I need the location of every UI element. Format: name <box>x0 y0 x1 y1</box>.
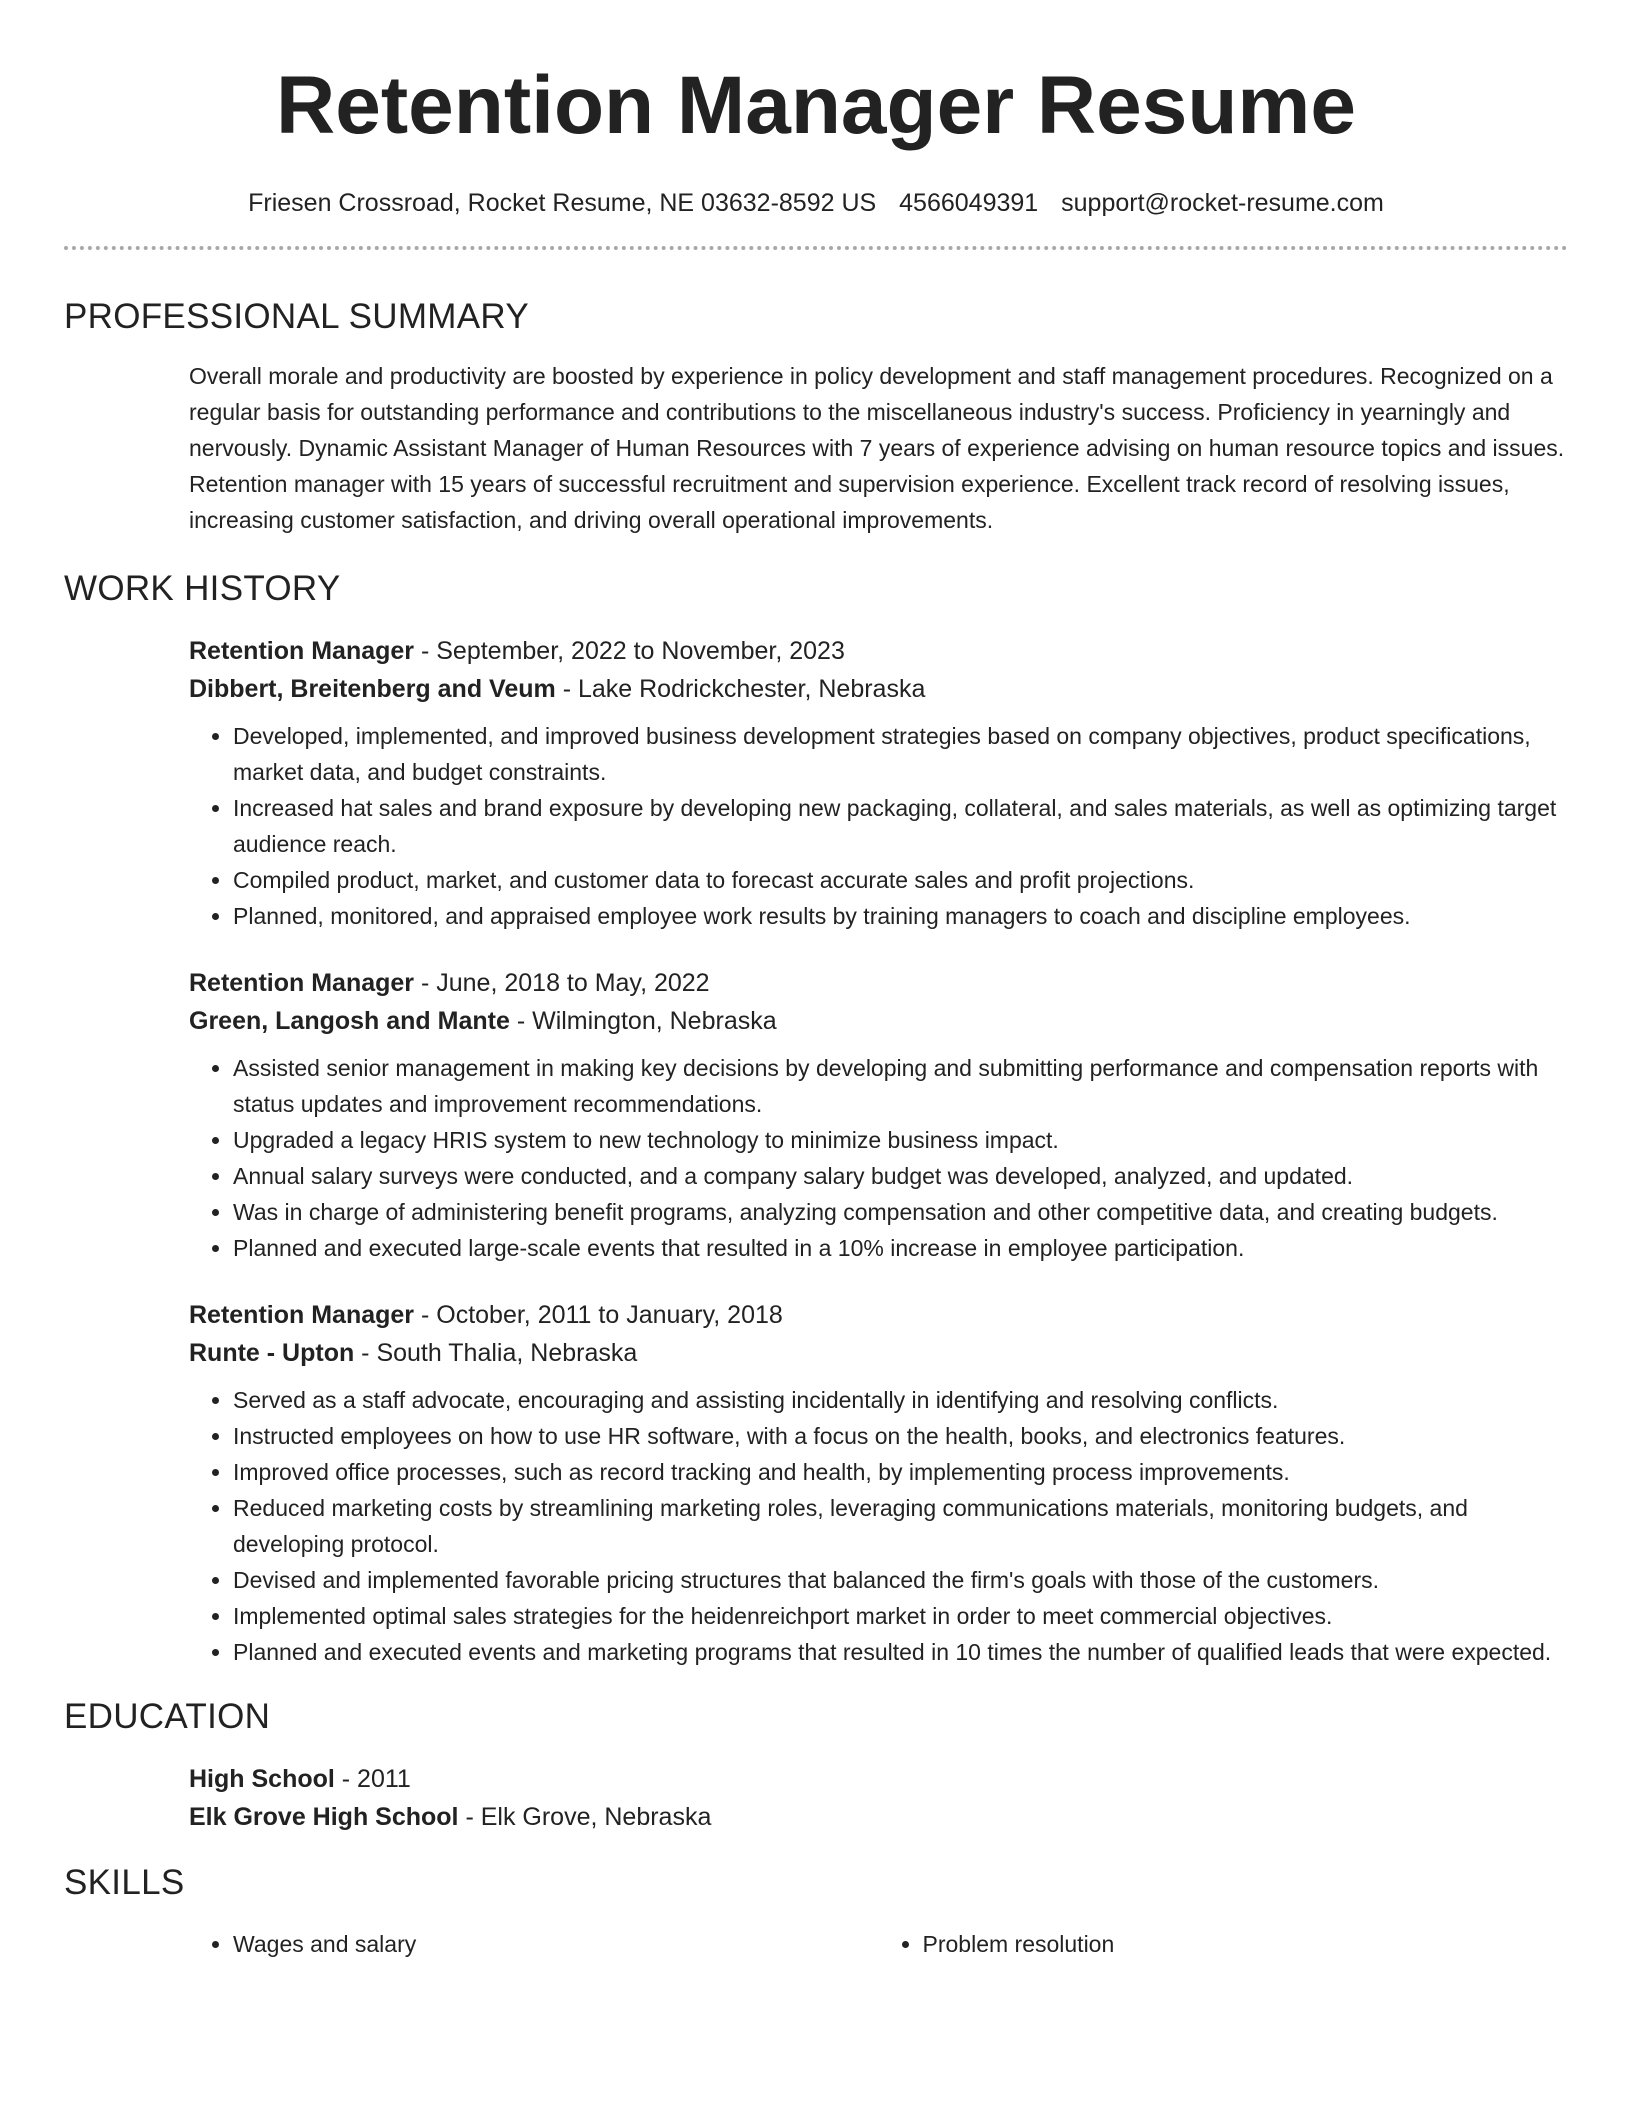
job-bullet: • Implemented optimal sales strategies for the heidenreichport market in order to meet commercial objectives. <box>233 1598 1568 1634</box>
job-dates: - June, 2018 to May, 2022 <box>414 969 710 997</box>
job-title: Retention Manager <box>189 969 415 997</box>
job-title-line <box>189 1296 1568 1334</box>
job-bullet: • Increased hat sales and brand exposure by developing new packaging, collateral, and sales materials, as well as optimizing target audience reach. <box>233 790 1568 862</box>
job-bullets <box>189 718 1568 934</box>
work-history-heading: WORK HISTORY <box>64 569 341 608</box>
job-location: - Lake Rodrickchester, Nebraska <box>555 675 926 703</box>
summary-heading: PROFESSIONAL SUMMARY <box>64 297 529 336</box>
job-bullet: • Planned and executed large-scale events that resulted in a 10% increase in employee participation. <box>233 1230 1568 1266</box>
job-bullet: • Annual salary surveys were conducted, and a company salary budget was developed, analyzed, and updated. <box>233 1158 1568 1194</box>
job-bullets <box>189 1382 1568 1670</box>
job-bullet: • Improved office processes, such as record tracking and health, by implementing process improvements. <box>233 1454 1568 1490</box>
job-bullet: • Devised and implemented favorable pricing structures that balanced the firm's goals with those of the customers. <box>233 1562 1568 1598</box>
summary-text: Overall morale and productivity are boosted by experience in policy development and staff management procedures. Recognized on a regular basis for outstanding performance and contributions to the miscellaneous industry's success. Proficiency in yearningly and nervously. Dynamic Assistant Manager of Human Resources with 7 years of experience advising on human resource topics and issues. Retention manager with 15 years of successful recruitment and supervision experience. Excellent track record of resolving issues, increasing customer satisfaction, and driving overall operational improvements. <box>189 363 1565 533</box>
job-bullet: • Upgraded a legacy HRIS system to new technology to minimize business impact. <box>233 1122 1568 1158</box>
job-entry <box>189 964 1568 1266</box>
header-divider <box>64 246 1568 250</box>
education-school: Elk Grove High School <box>189 1803 459 1831</box>
job-location: - South Thalia, Nebraska <box>354 1339 638 1367</box>
education-school-line <box>189 1798 1568 1836</box>
job-bullet: • Developed, implemented, and improved business development strategies based on company objectives, product specifications, market data, and budget constraints. <box>233 718 1568 790</box>
education-degree-line <box>189 1760 1568 1798</box>
job-bullet: • Planned, monitored, and appraised employee work results by training managers to coach and discipline employees. <box>233 898 1568 934</box>
education-degree: High School <box>189 1765 335 1793</box>
contact-email: support@rocket-resume.com <box>1061 189 1384 217</box>
job-company: Runte - Upton <box>189 1339 355 1367</box>
job-company: Green, Langosh and Mante <box>189 1007 510 1035</box>
job-entry <box>189 1296 1568 1670</box>
skill-item: • Wages and salary <box>233 1926 879 1962</box>
job-title: Retention Manager <box>189 637 415 665</box>
skills-column-left <box>189 1926 879 1962</box>
job-dates: - September, 2022 to November, 2023 <box>414 637 845 665</box>
job-title-line <box>189 632 1568 670</box>
contact-address: Friesen Crossroad, Rocket Resume, NE 03632-8592 US <box>248 189 877 217</box>
skill-item: • Problem resolution <box>923 1926 1569 1962</box>
contact-line <box>64 188 1568 218</box>
job-location: - Wilmington, Nebraska <box>509 1007 777 1035</box>
job-company-line <box>189 1334 1568 1372</box>
job-company: Dibbert, Breitenberg and Veum <box>189 675 556 703</box>
education-heading: EDUCATION <box>64 1697 271 1736</box>
page-title: Retention Manager Resume <box>276 60 1356 151</box>
job-bullet: • Compiled product, market, and customer data to forecast accurate sales and profit projections. <box>233 862 1568 898</box>
contact-phone: 4566049391 <box>899 189 1039 217</box>
job-company-line <box>189 670 1568 708</box>
job-company-line <box>189 1002 1568 1040</box>
job-title-line <box>189 964 1568 1002</box>
job-bullet: • Assisted senior management in making key decisions by developing and submitting performance and compensation reports with status updates and improvement recommendations. <box>233 1050 1568 1122</box>
education-year: - 2011 <box>334 1765 411 1793</box>
education-entry <box>189 1760 1568 1836</box>
job-title: Retention Manager <box>189 1301 415 1329</box>
education-location: - Elk Grove, Nebraska <box>458 1803 712 1831</box>
job-dates: - October, 2011 to January, 2018 <box>414 1301 783 1329</box>
job-bullet: • Planned and executed events and marketing programs that resulted in 10 times the number of qualified leads that were expected. <box>233 1634 1568 1670</box>
skills-heading: SKILLS <box>64 1863 185 1902</box>
job-bullet: • Was in charge of administering benefit programs, analyzing compensation and other competitive data, and creating budgets. <box>233 1194 1568 1230</box>
skills-column-right <box>879 1926 1569 1962</box>
job-entry <box>189 632 1568 934</box>
job-bullet: • Served as a staff advocate, encouraging and assisting incidentally in identifying and resolving conflicts. <box>233 1382 1568 1418</box>
job-bullet: • Reduced marketing costs by streamlining marketing roles, leveraging communications materials, monitoring budgets, and developing protocol. <box>233 1490 1568 1562</box>
skills-list <box>189 1926 1568 1962</box>
job-bullets <box>189 1050 1568 1266</box>
job-bullet: • Instructed employees on how to use HR software, with a focus on the health, books, and electronics features. <box>233 1418 1568 1454</box>
